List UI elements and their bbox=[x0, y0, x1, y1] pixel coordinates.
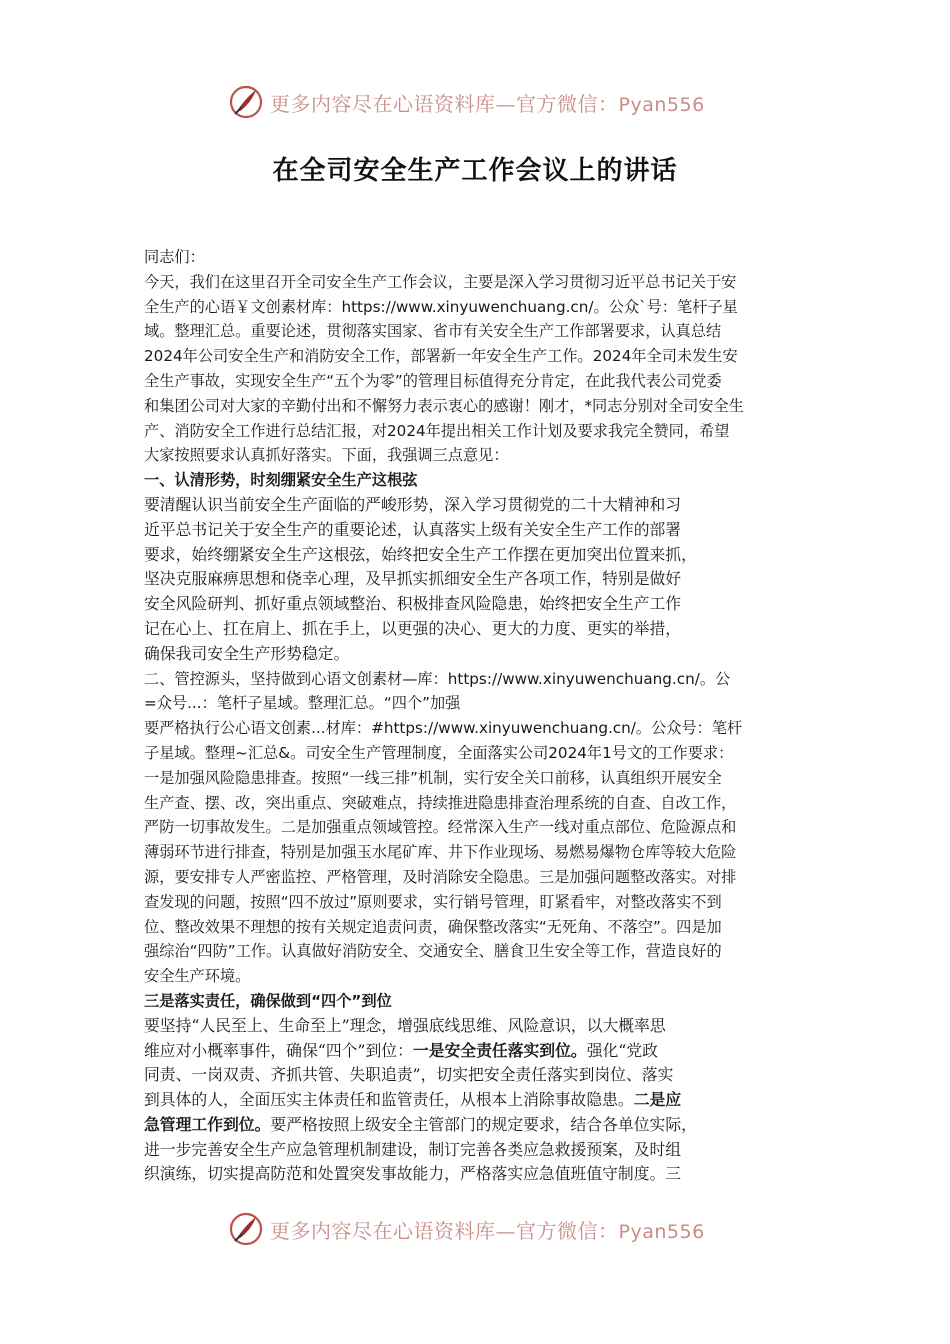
text-line: 要求，始终绷紧安全生产这根弦，始终把安全生产工作摆在更加突出位置来抓， bbox=[144, 544, 697, 564]
text-run: 到具体的人，全面压实主体责任和监管责任，从根本上消除事故隐患。 bbox=[144, 1090, 634, 1110]
text-line: =众号...：笔杆子星域。整理汇总。“四个”加强 bbox=[144, 694, 461, 713]
document-body bbox=[144, 245, 816, 1187]
text-line: 子星域。整理~汇总&。司安全生产管理制度，全面落实公司2024年1号文的工作要求： bbox=[144, 743, 734, 762]
text-line: 产、消防安全工作进行总结汇报，对2024年提出相关工作计划及要求我完全赞同，希望 bbox=[144, 421, 730, 440]
text-line: 域。整理汇总。重要论述，贯彻落实国家、省市有关安全生产工作部署要求，认真总结 bbox=[144, 322, 722, 341]
text-run: 要严格按照上级安全主管部门的规定要求，结合各单位实际， bbox=[270, 1114, 697, 1134]
text-line: 薄弱环节进行排查，特别是加强玉水尾矿库、井下作业现场、易燃易爆物仓库等较大危险 bbox=[144, 843, 737, 862]
text-line: 大家按照要求认真抓好落实。下面，我强调三点意见： bbox=[144, 446, 509, 465]
text-line: 查发现的问题，按照“四不放过”原则要求，实行销号管理，盯紧看牢，对整改落实不到 bbox=[144, 892, 722, 911]
text-line: 源，要安排专人严密监控、严格管理，及时消除安全隐患。三是加强问题整改落实。对排 bbox=[144, 867, 737, 886]
text-line: 一是加强风险隐患排查。按照“一线三排”机制，实行安全关口前移，认真组织开展安全 bbox=[144, 768, 722, 787]
page-title: 在全司安全生产工作会议上的讲话 bbox=[272, 156, 678, 186]
text-line bbox=[144, 1113, 816, 1138]
text-line: 2024年公司安全生产和消防安全工作，部署新一年安全生产工作。2024年全司未发生安 bbox=[144, 347, 738, 366]
text-line: 同志们： bbox=[144, 248, 205, 266]
text-line: 要坚持“人民至上、生命至上”理念，增强底线思维、风险意识，以大概率思 bbox=[144, 1015, 666, 1035]
section-heading: 一、认清形势，时刻绷紧安全生产这根弦 bbox=[144, 471, 418, 490]
text-line: 强综治“四防”工作。认真做好消防安全、交通安全、膳食卫生安全等工作，营造良好的 bbox=[144, 942, 722, 961]
text-line: 全生产事故，实现安全生产“五个为零”的管理目标值得充分肯定，在此我代表公司党委 bbox=[144, 371, 722, 390]
text-line: 织演练，切实提高防范和处置突发事故能力，严格落实应急值班值守制度。三 bbox=[144, 1164, 682, 1184]
text-line: 进一步完善安全生产应急管理机制建设，制订完善各类应急救援预案，及时组 bbox=[144, 1139, 682, 1159]
text-line: 今天，我们在这里召开全司安全生产工作会议，主要是深入学习贯彻习近平总书记关于安 bbox=[144, 272, 737, 291]
text-line: 要清醒认识当前安全生产面临的严峻形势，深入学习贯彻党的二十大精神和习 bbox=[144, 494, 682, 514]
section-heading: 三是落实责任，确保做到“四个”到位 bbox=[144, 991, 392, 1010]
text-line: 坚决克服麻痹思想和侥幸心理，及早抓实抓细安全生产各项工作，特别是做好 bbox=[144, 569, 682, 589]
text-line: 全生产的心语￥文创素材库：https://www.xinyuwenchuang.cn/。公众`号：笔杆子星 bbox=[144, 297, 738, 316]
text-run: 强化“党政 bbox=[586, 1040, 658, 1060]
text-line: 安全生产环境。 bbox=[144, 967, 251, 986]
text-line: 近平总书记关于安全生产的重要论述，认真落实上级有关安全生产工作的部署 bbox=[144, 519, 682, 539]
text-line: 确保我司安全生产形势稳定。 bbox=[144, 643, 350, 663]
banner-text: 更多内容尽在心语资料库—官方微信：Pyan556 bbox=[270, 1218, 705, 1243]
text-line: 生产查、摆、改，突出重点、突破难点，持续推进隐患排查治理系统的自查、自改工作， bbox=[144, 793, 737, 812]
text-line: 二、管控源头，坚持做到心语文创素材—库：https://www.xinyuwenchuang.cn/。公 bbox=[144, 669, 731, 688]
text-line: 位、整改效果不理想的按有关规定追责问责，确保整改落实“无死角、不落空”。四是加 bbox=[144, 917, 722, 936]
header-banner bbox=[228, 82, 748, 122]
bold-run: 二是应 bbox=[633, 1090, 682, 1110]
text-line: 和集团公司对大家的辛勤付出和不懈努力表示衷心的感谢！刚才，*同志分别对全司安全生 bbox=[144, 396, 744, 415]
text-line: 同责、一岗双责、齐抓共管、失职追责”，切实把安全责任落实到岗位、落实 bbox=[144, 1065, 674, 1085]
text-line: 严防一切事故发生。二是加强重点领域管控。经常深入生产一线对重点部位、危险源点和 bbox=[144, 818, 737, 837]
text-line: 安全风险研判、抓好重点领域整治、积极排查风险隐患，始终把安全生产工作 bbox=[144, 594, 682, 614]
bold-run: 一是安全责任落实到位。 bbox=[412, 1040, 587, 1060]
text-line bbox=[144, 1088, 816, 1113]
text-line: 记在心上、扛在肩上、抓在手上，以更强的决心、更大的力度、更实的举措， bbox=[144, 618, 682, 638]
text-line: 要严格执行公心语文创素...材库：#https://www.xinyuwenchuang.cn/。公众号：笔杆 bbox=[144, 719, 743, 738]
text-line bbox=[144, 1039, 816, 1064]
text-run: 维应对小概率事件，确保“四个”到位： bbox=[144, 1040, 413, 1060]
footer-banner bbox=[228, 1209, 748, 1249]
feather-pen-logo-icon bbox=[228, 1211, 264, 1247]
bold-run: 急管理工作到位。 bbox=[144, 1114, 271, 1134]
banner-text: 更多内容尽在心语资料库—官方微信：Pyan556 bbox=[270, 91, 705, 116]
feather-pen-logo-icon bbox=[228, 84, 264, 120]
